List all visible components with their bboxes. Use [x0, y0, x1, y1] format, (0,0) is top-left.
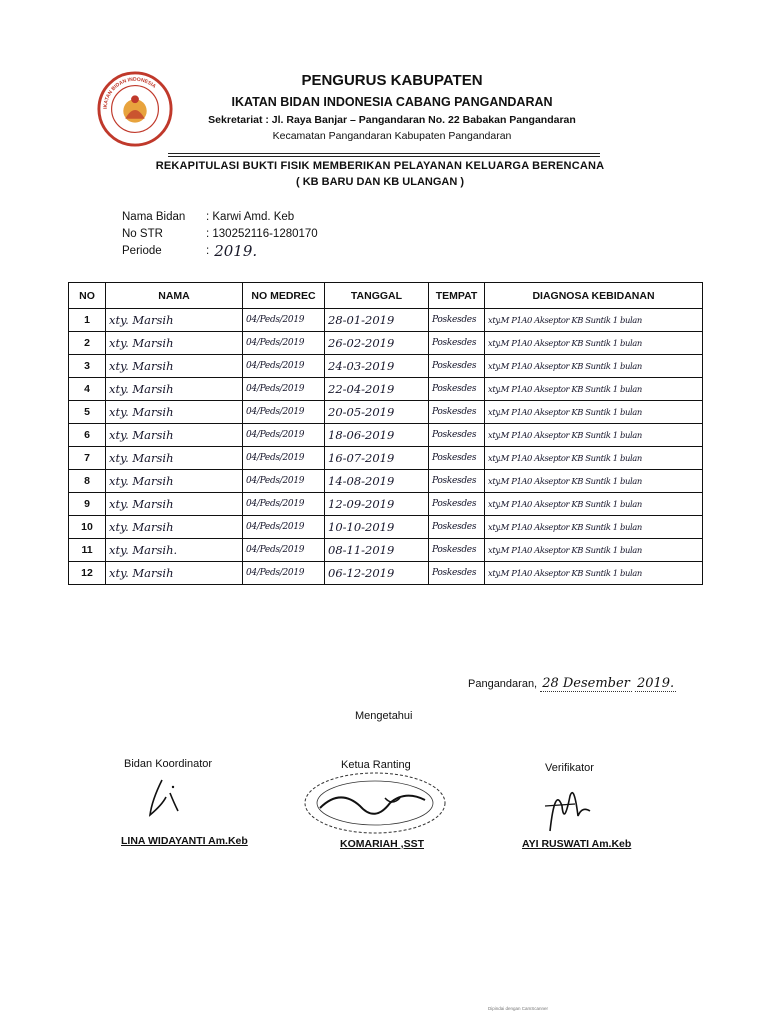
no-str-label: No STR: [122, 227, 163, 240]
cell-tanggal: 08-11-2019: [325, 539, 429, 562]
cell-tempat: Poskesdes: [429, 355, 485, 378]
cell-nama: xty. Marsih: [106, 332, 243, 355]
stamp-signature-icon: [300, 768, 450, 838]
cell-medrec: 04/Peds/2019: [243, 401, 325, 424]
cell-diagnosa: xty.M P1A0 Akseptor KB Suntik 1 bulan: [485, 309, 703, 332]
cell-tempat: Poskesdes: [429, 493, 485, 516]
cell-tempat: Poskesdes: [429, 447, 485, 470]
cell-diagnosa: xty.M P1A0 Akseptor KB Suntik 1 bulan: [485, 401, 703, 424]
sig3-title: Verifikator: [545, 762, 594, 774]
table-row: [69, 378, 703, 401]
signature-icon: [140, 775, 190, 825]
logo-ring-text: IKATAN BIDAN INDONESIA: [102, 76, 157, 110]
cell-nama: xty. Marsih: [106, 447, 243, 470]
cell-diagnosa: xty.M P1A0 Akseptor KB Suntik 1 bulan: [485, 539, 703, 562]
cell-diagnosa: xty.M P1A0 Akseptor KB Suntik 1 bulan: [485, 562, 703, 585]
cell-no: 4: [69, 378, 106, 401]
table-row: [69, 562, 703, 585]
cell-nama: xty. Marsih.: [106, 539, 243, 562]
letterhead: [182, 72, 602, 142]
header-no-medrec: NO MEDREC: [243, 283, 325, 309]
document-subtitle: ( KB BARU DAN KB ULANGAN ): [295, 176, 465, 188]
cell-medrec: 04/Peds/2019: [243, 424, 325, 447]
cell-diagnosa: xty.M P1A0 Akseptor KB Suntik 1 bulan: [485, 447, 703, 470]
header-tanggal: TANGGAL: [325, 283, 429, 309]
table-row: [69, 332, 703, 355]
cell-nama: xty. Marsih: [106, 516, 243, 539]
cell-diagnosa: xty.M P1A0 Akseptor KB Suntik 1 bulan: [485, 332, 703, 355]
header-diagnosa: DIAGNOSA KEBIDANAN: [485, 283, 703, 309]
cell-tanggal: 12-09-2019: [325, 493, 429, 516]
cell-diagnosa: xty.M P1A0 Akseptor KB Suntik 1 bulan: [485, 424, 703, 447]
table-row: [69, 309, 703, 332]
cell-medrec: 04/Peds/2019: [243, 470, 325, 493]
cell-tempat: Poskesdes: [429, 470, 485, 493]
cell-tanggal: 06-12-2019: [325, 562, 429, 585]
year-value: 2019.: [636, 676, 675, 691]
sig1-title: Bidan Koordinator: [124, 758, 213, 770]
table-row: [69, 401, 703, 424]
midwife-info: [122, 208, 318, 259]
table-row: [69, 355, 703, 378]
no-str-value: : 130252116-1280170: [206, 227, 318, 240]
periode-value: 2019.: [214, 241, 258, 260]
cell-nama: xty. Marsih: [106, 470, 243, 493]
cell-tanggal: 22-04-2019: [325, 378, 429, 401]
place-date: [468, 676, 676, 691]
cell-nama: xty. Marsih: [106, 424, 243, 447]
cell-nama: xty. Marsih: [106, 378, 243, 401]
cell-diagnosa: xty.M P1A0 Akseptor KB Suntik 1 bulan: [485, 493, 703, 516]
letterhead-district: Kecamatan Pangandaran Kabupaten Pangandaran: [272, 130, 512, 142]
letterhead-divider: [168, 153, 600, 154]
table-row: [69, 470, 703, 493]
periode-label: Periode: [122, 244, 162, 257]
sig1-name: LINA WIDAYANTI Am.Keb: [121, 835, 248, 847]
cell-nama: xty. Marsih: [106, 562, 243, 585]
cell-tempat: Poskesdes: [429, 424, 485, 447]
cell-tempat: Poskesdes: [429, 332, 485, 355]
cell-tempat: Poskesdes: [429, 309, 485, 332]
cell-no: 10: [69, 516, 106, 539]
cell-tempat: Poskesdes: [429, 401, 485, 424]
cell-diagnosa: xty.M P1A0 Akseptor KB Suntik 1 bulan: [485, 516, 703, 539]
table-row: [69, 493, 703, 516]
cell-no: 6: [69, 424, 106, 447]
letterhead-line1: PENGURUS KABUPATEN: [301, 72, 483, 89]
header-no: NO: [69, 283, 106, 309]
letterhead-address: Sekretariat : Jl. Raya Banjar – Pangandaran No. 22 Babakan Pangandaran: [208, 114, 576, 126]
cell-medrec: 04/Peds/2019: [243, 378, 325, 401]
cell-medrec: 04/Peds/2019: [243, 493, 325, 516]
cell-tanggal: 26-02-2019: [325, 332, 429, 355]
sig2-title: Ketua Ranting: [341, 759, 411, 771]
cell-medrec: 04/Peds/2019: [243, 516, 325, 539]
cell-no: 9: [69, 493, 106, 516]
letterhead-line2: IKATAN BIDAN INDONESIA CABANG PANGANDARAN: [231, 95, 553, 109]
header-tempat: TEMPAT: [429, 283, 485, 309]
cell-nama: xty. Marsih: [106, 355, 243, 378]
cell-medrec: 04/Peds/2019: [243, 539, 325, 562]
cell-tanggal: 24-03-2019: [325, 355, 429, 378]
cell-tanggal: 10-10-2019: [325, 516, 429, 539]
cell-tanggal: 28-01-2019: [325, 309, 429, 332]
scanner-note: Dipindai dengan CamScanner: [488, 1006, 549, 1011]
cell-tanggal: 18-06-2019: [325, 424, 429, 447]
table-header-row: [69, 283, 703, 309]
cell-tempat: Poskesdes: [429, 378, 485, 401]
nama-bidan-label: Nama Bidan: [122, 210, 186, 223]
place-label: Pangandaran,: [468, 678, 538, 690]
cell-no: 5: [69, 401, 106, 424]
document-title: REKAPITULASI BUKTI FISIK MEMBERIKAN PELAYANAN KELUARGA BERENCANA: [155, 160, 605, 172]
cell-tanggal: 16-07-2019: [325, 447, 429, 470]
cell-tanggal: 14-08-2019: [325, 470, 429, 493]
sig3-name: AYI RUSWATI Am.Keb: [522, 838, 632, 850]
header-nama: NAMA: [106, 283, 243, 309]
signature-icon: [540, 776, 600, 836]
cell-medrec: 04/Peds/2019: [243, 355, 325, 378]
cell-tanggal: 20-05-2019: [325, 401, 429, 424]
cell-nama: xty. Marsih: [106, 493, 243, 516]
cell-no: 3: [69, 355, 106, 378]
cell-no: 7: [69, 447, 106, 470]
cell-no: 1: [69, 309, 106, 332]
periode-colon: :: [206, 244, 210, 257]
cell-tempat: Poskesdes: [429, 516, 485, 539]
ikatan-bidan-indonesia-logo-icon: [96, 70, 174, 148]
nama-bidan-value: : Karwi Amd. Keb: [206, 210, 295, 223]
cell-tempat: Poskesdes: [429, 562, 485, 585]
cell-medrec: 04/Peds/2019: [243, 447, 325, 470]
sig2-name: KOMARIAH ,SST: [340, 838, 424, 850]
table-row: [69, 424, 703, 447]
table-row: [69, 516, 703, 539]
cell-no: 8: [69, 470, 106, 493]
cell-tempat: Poskesdes: [429, 539, 485, 562]
table-row: [69, 539, 703, 562]
cell-nama: xty. Marsih: [106, 309, 243, 332]
cell-diagnosa: xty.M P1A0 Akseptor KB Suntik 1 bulan: [485, 470, 703, 493]
table-row: [69, 447, 703, 470]
cell-nama: xty. Marsih: [106, 401, 243, 424]
cell-medrec: 04/Peds/2019: [243, 309, 325, 332]
cell-no: 12: [69, 562, 106, 585]
mengetahui-label: Mengetahui: [355, 710, 413, 722]
letterhead-divider-2: [168, 156, 600, 157]
cell-diagnosa: xty.M P1A0 Akseptor KB Suntik 1 bulan: [485, 355, 703, 378]
date-value: 28 Desember: [542, 676, 630, 691]
cell-no: 2: [69, 332, 106, 355]
cell-medrec: 04/Peds/2019: [243, 332, 325, 355]
cell-medrec: 04/Peds/2019: [243, 562, 325, 585]
cell-diagnosa: xty.M P1A0 Akseptor KB Suntik 1 bulan: [485, 378, 703, 401]
cell-no: 11: [69, 539, 106, 562]
rekap-table: [68, 282, 703, 585]
